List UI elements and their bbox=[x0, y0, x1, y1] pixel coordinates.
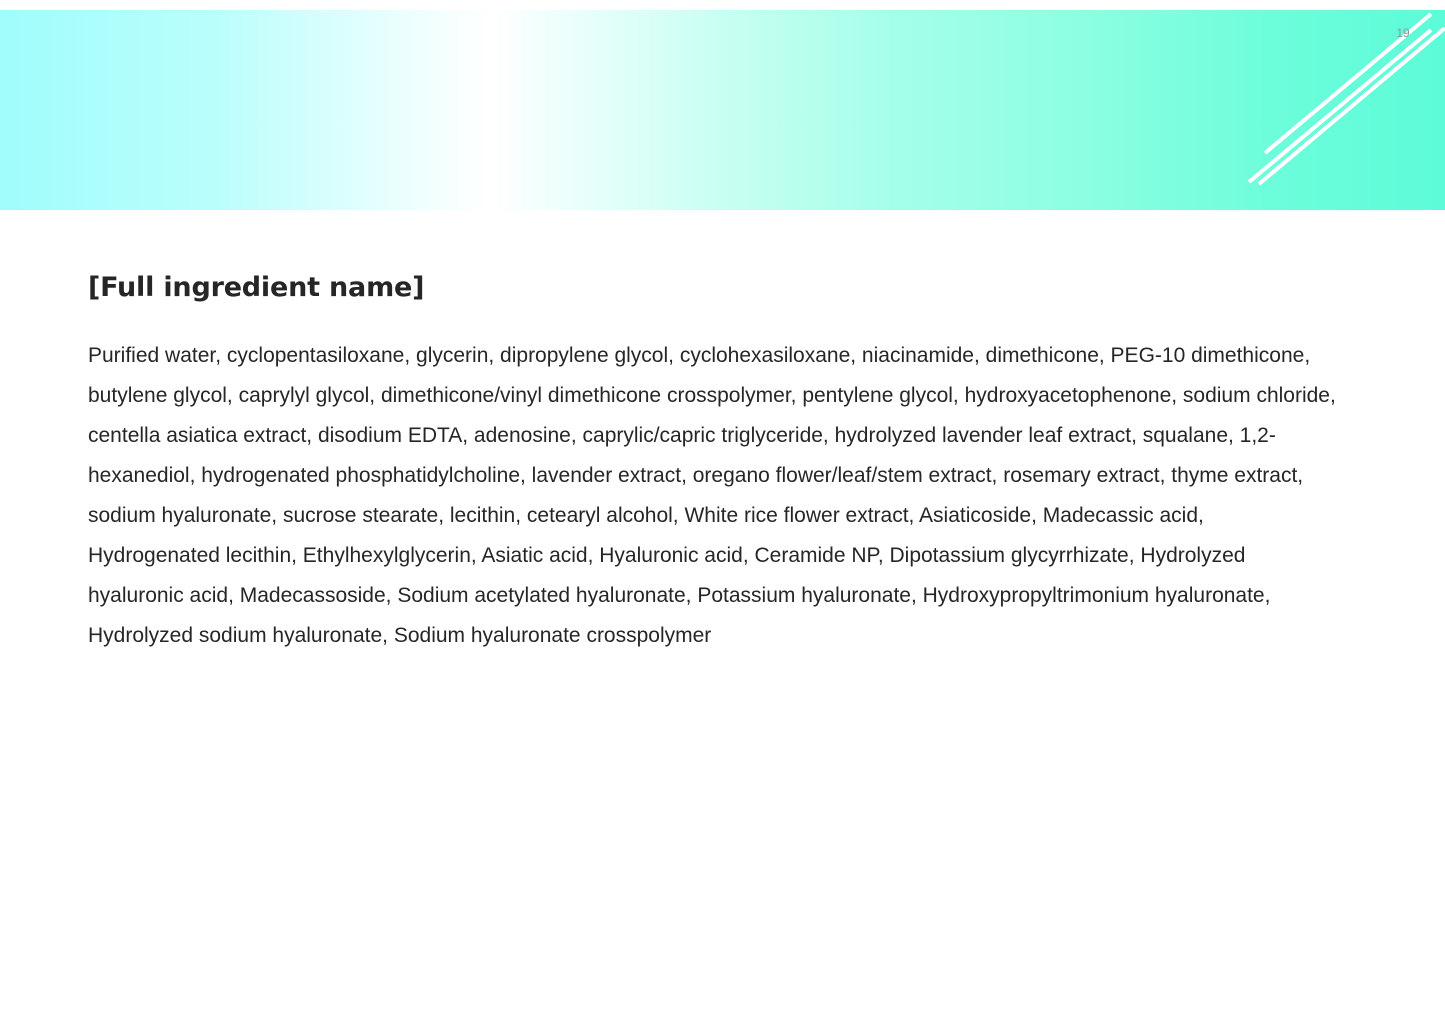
page-number: 19 bbox=[1396, 26, 1410, 40]
diagonal-stripes-decoration bbox=[1235, 10, 1445, 210]
ingredient-list: Purified water, cyclopentasiloxane, glycerin, dipropylene glycol, cyclohexasiloxane, niacinamide, dimethicone, PEG-10 dimethicone, butylene glycol, caprylyl glycol, dimethicone/vinyl dimethicone crosspolymer, pentylene glycol, hydroxyacetophenone, sodium chloride, centella asiatica extract, disodium EDTA, adenosine, caprylic/capric triglyceride, hydrolyzed lavender leaf extract, squalane, 1,2-hexanediol, hydrogenated phosphatidylcholine, lavender extract, oregano flower/leaf/stem extract, rosemary extract, thyme extract, sodium hyaluronate, sucrose stearate, lecithin, cetearyl alcohol, White rice flower extract, Asiaticoside, Madecassic acid, Hydrogenated lecithin, Ethylhexylglycerin, Asiatic acid, Hyaluronic acid, Ceramide NP, Dipotassium glycyrrhizate, Hydrolyzed hyaluronic acid, Madecassoside, Sodium acetylated hyaluronate, Potassium hyaluronate, Hydroxypropyltrimonium hyaluronate, Hydrolyzed sodium hyaluronate, Sodium hyaluronate crosspolymer bbox=[88, 344, 1336, 647]
header-banner bbox=[0, 10, 1445, 210]
section-title: [Full ingredient name] bbox=[88, 272, 425, 303]
